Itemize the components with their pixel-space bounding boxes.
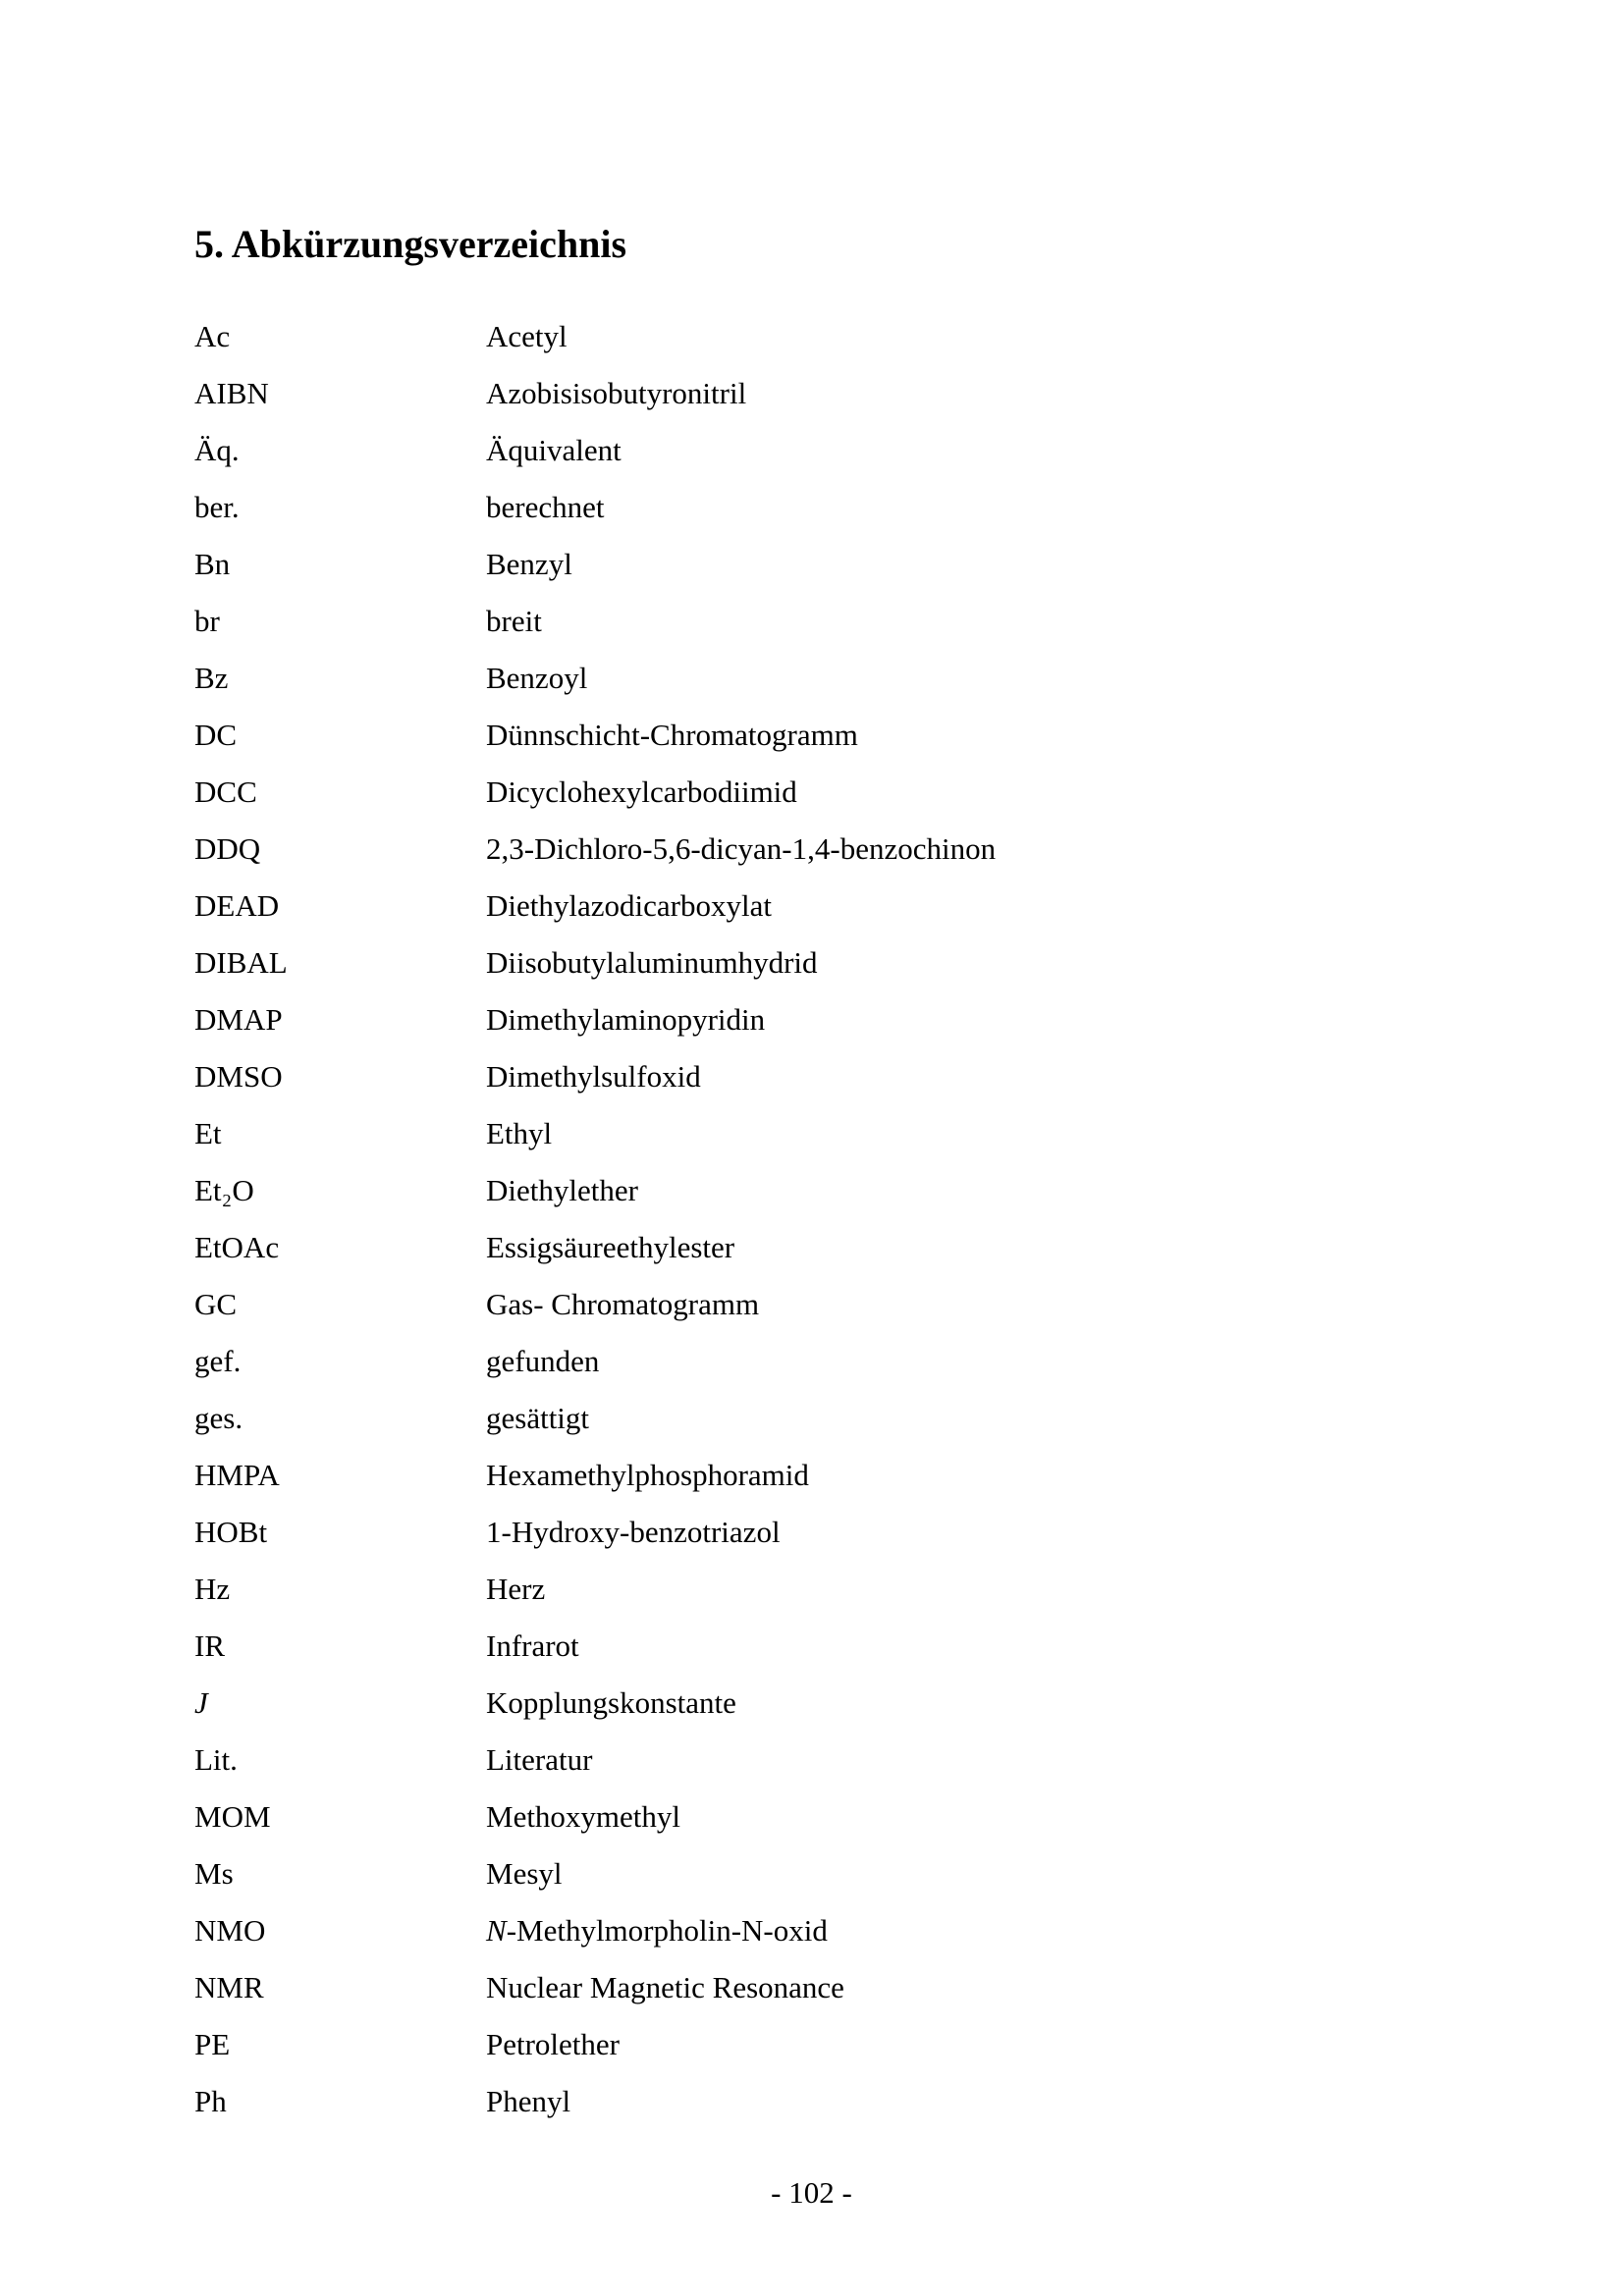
abbreviation-definition: Dünnschicht-Chromatogramm — [486, 718, 858, 752]
abbreviation-term: J — [194, 1685, 208, 1720]
abbreviation-term: DMAP — [194, 1002, 283, 1037]
abbreviation-term: Ac — [194, 319, 231, 353]
abbreviation-term: MOM — [194, 1799, 271, 1834]
abbreviation-term: AIBN — [194, 376, 269, 410]
list-item — [194, 1333, 1432, 1390]
abbreviation-definition: Herz — [486, 1572, 546, 1606]
abbreviation-term: DC — [194, 718, 238, 752]
list-item — [194, 991, 1432, 1048]
abbreviation-term: DMSO — [194, 1059, 283, 1094]
abbreviation-definition: Diisobutylaluminumhydrid — [486, 945, 818, 980]
list-item — [194, 1219, 1432, 1276]
abbreviation-term: NMR — [194, 1970, 264, 2004]
list-item — [194, 1504, 1432, 1561]
abbreviation-definition: Infrarot — [486, 1629, 579, 1663]
page-number: - 102 - — [771, 2175, 852, 2210]
list-item — [194, 764, 1432, 821]
abbreviation-definition: Dicyclohexylcarbodiimid — [486, 774, 797, 809]
abbreviation-definition: 1-Hydroxy-benzotriazol — [486, 1515, 781, 1549]
abbreviation-definition: Acetyl — [486, 319, 568, 353]
abbreviation-term: DIBAL — [194, 945, 288, 980]
abbreviation-definition: Azobisisobutyronitril — [486, 376, 747, 410]
list-item — [194, 1561, 1432, 1618]
abbreviation-term: Hz — [194, 1572, 231, 1606]
abbreviation-definition: Phenyl — [486, 2084, 571, 2118]
abbreviation-term: GC — [194, 1287, 238, 1321]
list-item — [194, 707, 1432, 764]
abbreviation-term: DCC — [194, 774, 257, 809]
abbreviation-definition: Mesyl — [486, 1856, 563, 1891]
list-item — [194, 1902, 1432, 1959]
list-item — [194, 821, 1432, 878]
abbreviation-term: Et₂O — [194, 1173, 254, 1207]
list-item — [194, 1048, 1432, 1105]
abbreviation-definition: Ethyl — [486, 1116, 553, 1150]
abbreviation-definition: Äquivalent — [486, 433, 622, 467]
abbreviation-term: Ms — [194, 1856, 234, 1891]
abbreviation-term: Ph — [194, 2084, 227, 2118]
abbreviation-definition: Benzoyl — [486, 661, 588, 695]
abbreviation-definition: Diethylether — [486, 1173, 638, 1207]
list-item — [194, 934, 1432, 991]
abbreviation-term: Et — [194, 1116, 222, 1150]
abbreviation-definition: Petrolether — [486, 2027, 621, 2061]
list-item — [194, 1618, 1432, 1675]
abbreviation-definition: Dimethylaminopyridin — [486, 1002, 766, 1037]
abbreviation-definition: Nuclear Magnetic Resonance — [486, 1970, 844, 2004]
abbreviation-definition: Methoxymethyl — [486, 1799, 681, 1834]
abbreviation-term: Äq. — [194, 433, 240, 467]
abbreviation-definition: N-Methylmorpholin-N-oxid — [486, 1913, 828, 1948]
list-item — [194, 1732, 1432, 1789]
list-item — [194, 1789, 1432, 1845]
list-item — [194, 2073, 1432, 2130]
list-item — [194, 536, 1432, 593]
abbreviation-definition: Hexamethylphosphoramid — [486, 1458, 809, 1492]
abbreviation-definition: Essigsäureethylester — [486, 1230, 735, 1264]
abbreviation-term: Bz — [194, 661, 229, 695]
abbreviation-term: HOBt — [194, 1515, 268, 1549]
abbreviation-definition: gesättigt — [486, 1401, 590, 1435]
abbreviation-term: DEAD — [194, 888, 280, 923]
abbreviation-term: DDQ — [194, 831, 261, 866]
list-item — [194, 1162, 1432, 1219]
abbreviation-definition: Diethylazodicarboxylat — [486, 888, 772, 923]
abbreviation-term: ges. — [194, 1401, 243, 1435]
list-item — [194, 1959, 1432, 2016]
list-item — [194, 1675, 1432, 1732]
list-item — [194, 878, 1432, 934]
abbreviation-term: PE — [194, 2027, 231, 2061]
list-item — [194, 479, 1432, 536]
abbreviation-term: Bn — [194, 547, 231, 581]
abbreviation-definition: Kopplungskonstante — [486, 1685, 736, 1720]
abbreviation-term: IR — [194, 1629, 225, 1663]
list-item — [194, 1845, 1432, 1902]
abbreviation-definition: breit — [486, 604, 542, 638]
abbreviation-term: NMO — [194, 1913, 266, 1948]
list-item — [194, 2016, 1432, 2073]
abbreviation-term: HMPA — [194, 1458, 280, 1492]
abbreviation-list — [194, 308, 1432, 2130]
abbreviation-definition: Literatur — [486, 1742, 593, 1777]
abbreviation-term: EtOAc — [194, 1230, 280, 1264]
list-item — [194, 422, 1432, 479]
abbreviation-definition: Gas- Chromatogramm — [486, 1287, 760, 1321]
abbreviation-term: ber. — [194, 490, 240, 524]
list-item — [194, 593, 1432, 650]
list-item — [194, 308, 1432, 365]
list-item — [194, 1276, 1432, 1333]
abbreviation-term: Lit. — [194, 1742, 238, 1777]
list-item — [194, 1447, 1432, 1504]
list-item — [194, 1390, 1432, 1447]
abbreviation-definition: gefunden — [486, 1344, 600, 1378]
abbreviation-term: gef. — [194, 1344, 242, 1378]
list-item — [194, 650, 1432, 707]
list-item — [194, 1105, 1432, 1162]
abbreviation-definition: berechnet — [486, 490, 605, 524]
abbreviation-term: br — [194, 604, 220, 638]
abbreviation-definition: 2,3-Dichloro-5,6-dicyan-1,4-benzochinon — [486, 831, 997, 866]
page-title: 5. Abkürzungsverzeichnis — [194, 221, 627, 266]
abbreviation-definition: Dimethylsulfoxid — [486, 1059, 701, 1094]
list-item — [194, 365, 1432, 422]
abbreviation-definition: Benzyl — [486, 547, 572, 581]
